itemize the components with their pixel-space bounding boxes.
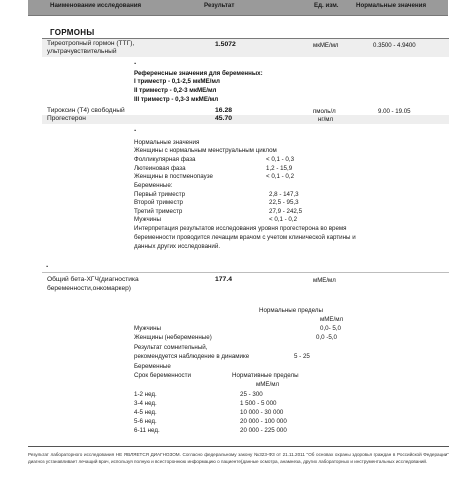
- tsh-ref-line-3: III триместр - 0,3-3 мкМЕ/мл: [134, 96, 219, 103]
- hcg-norm-title: Нормальные пределы: [259, 307, 323, 314]
- footer-divider: [28, 446, 449, 447]
- prog-preg-value-1: 2,8 - 147,3: [269, 191, 299, 198]
- col-unit-header: Ед. изм.: [314, 2, 339, 9]
- prog-unit: нг/мл: [318, 116, 334, 123]
- tsh-ref-line-1: I триместр - 0,1-2,5 мкМЕ/мл: [134, 78, 220, 85]
- hcg-doubtful-1: Результат сомнительный,: [134, 344, 208, 351]
- prog-cycle-label-3: Женщины в постменопаузе: [134, 173, 213, 180]
- tsh-unit: мкМЕ/мл: [313, 42, 339, 49]
- prog-comment-subtitle: Женщины с нормальным менструальным циклом: [134, 147, 277, 154]
- hcg-row-label-1: Мужчины: [134, 325, 162, 332]
- tsh-value: 1.5072: [215, 41, 236, 48]
- hcg-week-label-3: 4-5 нед.: [134, 409, 157, 416]
- t4-value: 16.28: [215, 107, 233, 114]
- prog-preg-value-2: 22,5 - 95,3: [269, 199, 299, 206]
- col-norm-header: Нормальные значения: [356, 2, 427, 9]
- hcg-week-value-2: 1 500 - 5 000: [240, 400, 277, 407]
- prog-preg-label-4: Мужчины: [134, 216, 162, 223]
- section-title: ГОРМОНЫ: [50, 28, 95, 37]
- prog-cycle-label-1: Фолликулярная фаза: [134, 156, 196, 163]
- prog-preg-label-1: Первый триместр: [134, 191, 186, 198]
- prog-cycle-label-2: Лютеиновая фаза: [134, 165, 186, 172]
- hcg-week-value-3: 10 000 - 30 000: [240, 409, 284, 416]
- col-name-header: Наименование исследования: [50, 2, 142, 9]
- table-header: [28, 0, 448, 16]
- hcg-row-label-2: Женщины (небеременные): [134, 334, 212, 341]
- disclaimer-footer: Результат лабораторного исследования НЕ ЯВЛЯЕТСЯ ДИАГНОЗОМ. Согласно федеральному закону №323-ФЗ от 21.11.2011 "Об основах охраны здоровья граждан в Российской Федерации" диагноз устанавливает лечащий врач, используя полную и всестороннюю информацию о пациенте(данные осмотра, анамнеза, других лабораторных и инструментальных исследований.: [28, 452, 449, 464]
- hcg-doubtful-value: 5 - 25: [294, 353, 310, 360]
- hcg-limits-header-1: Нормативные пределы: [232, 372, 299, 379]
- hcg-week-label-5: 6-11 нед.: [134, 427, 160, 434]
- hcg-norm-unit: мМЕ/мл: [320, 316, 344, 323]
- tsh-norm: 0.3500 - 4.9400: [373, 42, 416, 49]
- hcg-value: 177.4: [215, 276, 233, 283]
- prog-cycle-value-3: < 0,1 - 0,2: [266, 173, 295, 180]
- hcg-week-value-4: 20 000 - 100 000: [240, 418, 287, 425]
- hcg-row-value-1: 0,0- 5,0: [320, 325, 341, 332]
- hcg-preg-title: Беременные: [134, 363, 171, 370]
- prog-interp-1: Интерпретация результатов исследования уровня прогестерона во время: [134, 225, 347, 232]
- prog-value: 45.70: [215, 115, 233, 122]
- hcg-doubtful-2: рекомендуется наблюдение в динамике: [134, 353, 250, 360]
- tsh-name-1: Тиреотропный гормон (ТТГ),: [47, 40, 135, 47]
- hcg-row-value-2: 0,0 -5,0: [316, 334, 337, 341]
- prog-comment-title: Нормальные значения: [134, 139, 200, 146]
- hcg-name-1: Общий бета-ХГЧ(диагностика: [47, 276, 139, 283]
- hcg-week-value-1: 25 - 300: [240, 391, 263, 398]
- hcg-week-label-1: 1-2 нед.: [134, 391, 157, 398]
- hcg-unit: мМЕ/мл: [313, 277, 336, 284]
- t4-norm: 9.00 - 19.05: [378, 108, 411, 115]
- hcg-divider: [42, 272, 449, 273]
- hcg-week-label-4: 5-6 нед.: [134, 418, 157, 425]
- prog-preg-value-3: 27,9 - 242,5: [269, 208, 303, 215]
- prog-preg-value-4: < 0,1 - 0,2: [269, 216, 298, 223]
- prog-name: Прогестерон: [47, 115, 86, 122]
- prog-preg-label-3: Третий триместр: [134, 208, 183, 215]
- t4-name: Тироксин (Т4) свободный: [47, 107, 125, 114]
- tsh-ref-title: Референсные значения для беременных:: [134, 70, 263, 77]
- tsh-ref-line-2: II триместр - 0,2-3 мкМЕ/мл: [134, 87, 217, 94]
- tsh-ref-dot: .: [134, 57, 137, 66]
- prog-preg-title: Беременные:: [134, 182, 173, 189]
- prog-preg-label-2: Второй триместр: [134, 199, 183, 206]
- hcg-week-value-5: 20 000 - 225 000: [240, 427, 287, 434]
- hcg-dot: .: [46, 260, 49, 269]
- hcg-term-header: Срок беременности: [134, 372, 191, 379]
- prog-interp-3: данных других исследований.: [134, 243, 221, 250]
- prog-comment-dot: .: [134, 124, 137, 133]
- prog-interp-2: беременности проводится лечащим врачом с учетом клинической картины и: [134, 234, 356, 241]
- prog-row-bg: [42, 115, 449, 124]
- col-result-header: Результат: [204, 2, 235, 9]
- prog-cycle-value-2: 1,2 - 15,9: [266, 165, 293, 172]
- t4-unit: пмоль/л: [313, 108, 336, 115]
- prog-cycle-value-1: < 0,1 - 0,3: [266, 156, 295, 163]
- tsh-name-2: ультрачувствительный: [47, 48, 117, 55]
- hcg-name-2: беременности,онкомаркер): [47, 285, 131, 292]
- hcg-week-label-2: 3-4 нед.: [134, 400, 157, 407]
- hcg-limits-header-2: мМЕ/мл: [256, 381, 280, 388]
